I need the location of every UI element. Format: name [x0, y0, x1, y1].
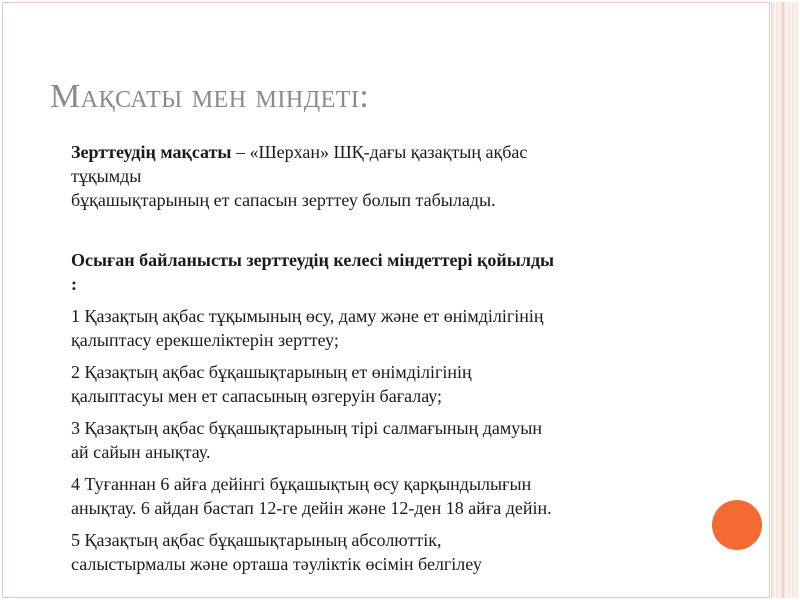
task-line: 4 Туғаннан 6 айға дейінгі бұқашықтың өсу қарқындылығын [71, 474, 532, 494]
list-item-task-4 [44, 472, 694, 520]
list-item-task-2 [44, 360, 694, 408]
decor-circle [712, 500, 762, 550]
list-item-tasks-heading [44, 224, 694, 296]
goal-line-2: тұқымды [71, 166, 142, 186]
list-item-goal [44, 140, 694, 212]
goal-text: – «Шерхан» ШҚ-дағы қазақтың ақбас [231, 142, 528, 162]
task-line: салыстырмалы және орташа тәуліктік өсімін белгілеу [71, 554, 482, 574]
tasks-heading-line-2: : [71, 274, 77, 294]
task-line: қалыптасу ерекшеліктерін зерттеу; [71, 330, 339, 350]
slide-content [44, 140, 694, 584]
task-line: 3 Қазақтың ақбас бұқашықтарының тірі салмағының дамуын [71, 418, 542, 438]
task-line: ай сайын анықтау. [71, 442, 211, 462]
task-line: 2 Қазақтың ақбас бұқашықтарының ет өнімділігінің [71, 362, 472, 382]
goal-line-3: бұқашықтарының ет сапасын зерттеу болып табылады. [71, 190, 496, 210]
task-line: 5 Қазақтың ақбас бұқашықтарының абсолюттік, [71, 530, 442, 550]
list-item-task-3 [44, 416, 694, 464]
side-decor-line [782, 2, 784, 598]
slide-title: Мақсаты мен міндеті: [50, 78, 370, 115]
list-item-task-1 [44, 304, 694, 352]
task-line: анықтау. 6 айдан бастап 12-ге дейін және 12-ден 18 айға дейін. [71, 498, 552, 518]
side-decor-band [771, 2, 798, 598]
tasks-heading-line-1: Осыған байланысты зерттеудің келесі міндеттері қойылды [71, 250, 555, 270]
task-line: 1 Қазақтың ақбас тұқымының өсу, даму және ет өнімділігінің [71, 306, 544, 326]
goal-bold-label: Зерттеудің мақсаты [71, 142, 232, 162]
task-line: қалыптасуы мен ет сапасының өзгеруін бағалау; [71, 386, 443, 406]
list-item-task-5 [44, 528, 694, 576]
goal-line-1 [71, 140, 694, 164]
